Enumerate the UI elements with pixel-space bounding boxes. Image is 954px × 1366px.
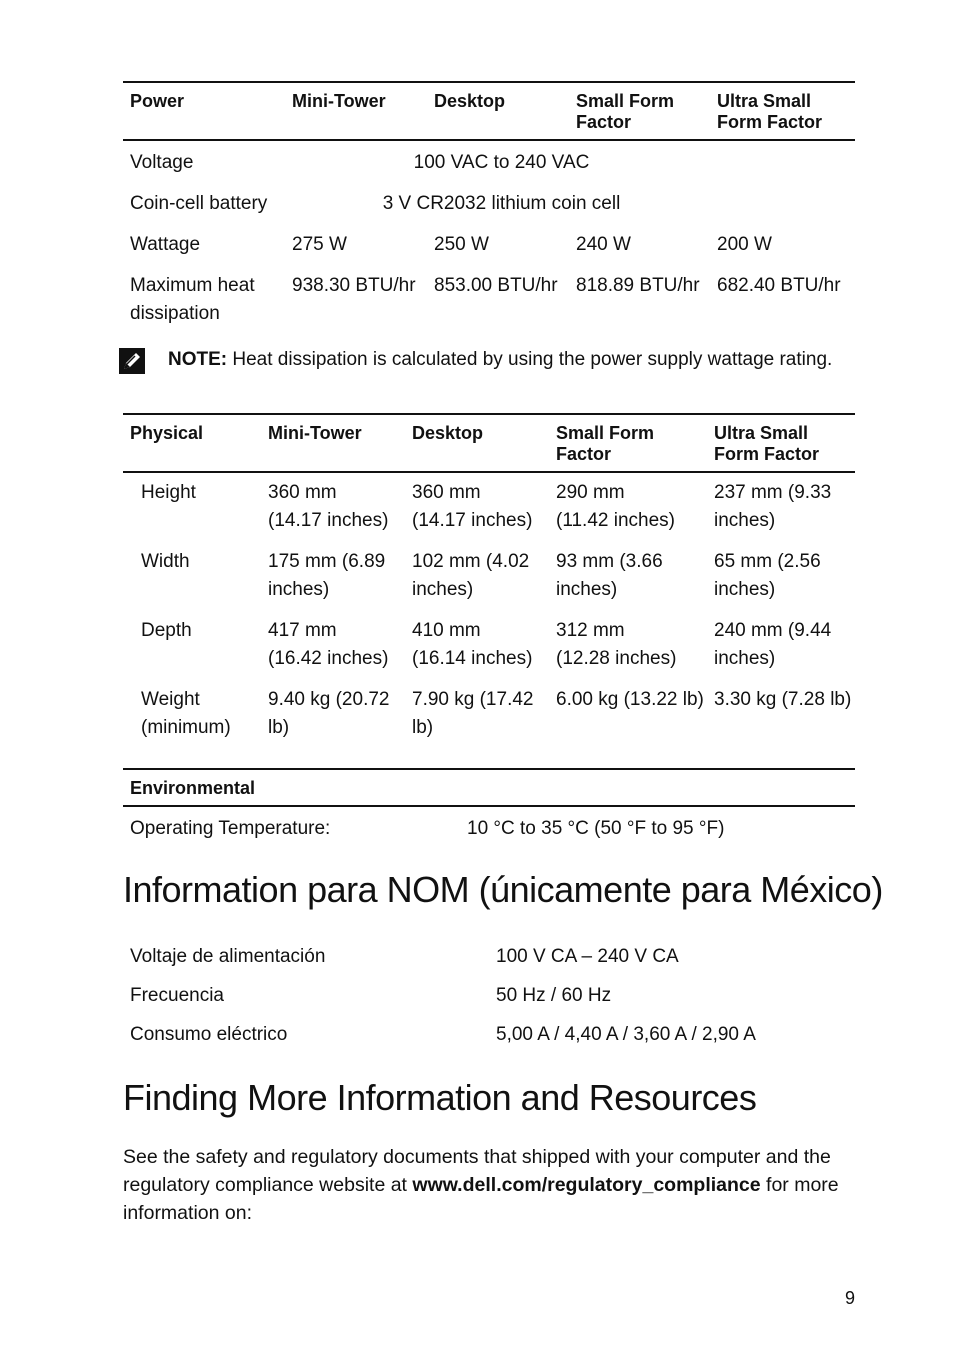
weight-desktop: 7.90 kg (17.42 lb) bbox=[412, 689, 534, 738]
nom-frequency-label: Frecuencia bbox=[130, 985, 224, 1006]
coin-cell-value: 3 V CR2032 lithium coin cell bbox=[382, 193, 621, 214]
operating-temp-label: Operating Temperature: bbox=[130, 818, 331, 839]
environmental-header-row bbox=[123, 769, 855, 806]
resources-heading: Finding More Information and Resources bbox=[123, 1077, 757, 1118]
physical-header-small-form: Small Form Factor bbox=[556, 423, 655, 464]
heat-small-form: 818.89 BTU/hr bbox=[576, 275, 700, 296]
width-desktop: 102 mm (4.02 inches) bbox=[412, 551, 530, 600]
width-mini-tower: 175 mm (6.89 inches) bbox=[268, 551, 386, 600]
height-mini-tower: 360 mm (14.17 inches) bbox=[268, 482, 389, 531]
physical-header-ultra-small: Ultra Small Form Factor bbox=[714, 423, 820, 464]
height-desktop: 360 mm (14.17 inches) bbox=[412, 482, 533, 531]
wattage-ultra-small: 200 W bbox=[717, 234, 772, 255]
depth-row bbox=[123, 604, 855, 673]
power-header-row bbox=[123, 82, 855, 140]
power-header-mini-tower: Mini-Tower bbox=[292, 91, 386, 111]
physical-table bbox=[123, 413, 855, 742]
heat-desktop: 853.00 BTU/hr bbox=[434, 275, 558, 296]
voltage-value: 100 VAC to 240 VAC bbox=[413, 152, 590, 173]
environmental-table bbox=[123, 768, 855, 843]
nom-row bbox=[123, 971, 855, 1010]
weight-label: Weight (minimum) bbox=[141, 689, 231, 738]
power-header-ultra-small: Ultra Small Form Factor bbox=[717, 91, 823, 132]
power-header-small-form: Small Form Factor bbox=[576, 91, 675, 132]
coin-cell-label: Coin-cell battery bbox=[130, 193, 268, 214]
width-label: Width bbox=[141, 551, 190, 572]
voltage-row bbox=[123, 140, 855, 177]
heat-label: Maximum heat dissipation bbox=[130, 275, 255, 324]
page-number: 9 bbox=[845, 1288, 856, 1308]
width-row bbox=[123, 535, 855, 604]
pencil-note-icon bbox=[118, 347, 146, 375]
operating-temp-value: 10 °C to 35 °C (50 °F to 95 °F) bbox=[467, 818, 725, 839]
physical-header-physical: Physical bbox=[130, 423, 204, 443]
nom-table bbox=[123, 943, 855, 1049]
width-small-form: 93 mm (3.66 inches) bbox=[556, 551, 663, 600]
depth-desktop: 410 mm (16.14 inches) bbox=[412, 620, 533, 669]
nom-consumption-label: Consumo eléctrico bbox=[130, 1024, 288, 1045]
depth-small-form: 312 mm (12.28 inches) bbox=[556, 620, 677, 669]
nom-voltage-value: 100 V CA – 240 V CA bbox=[496, 946, 679, 967]
wattage-small-form: 240 W bbox=[576, 234, 631, 255]
depth-mini-tower: 417 mm (16.42 inches) bbox=[268, 620, 389, 669]
heat-ultra-small: 682.40 BTU/hr bbox=[717, 275, 841, 296]
wattage-desktop: 250 W bbox=[434, 234, 489, 255]
heat-mini-tower: 938.30 BTU/hr bbox=[292, 275, 416, 296]
weight-ultra-small: 3.30 kg (7.28 lb) bbox=[714, 689, 852, 710]
coin-cell-row bbox=[123, 177, 855, 218]
wattage-row bbox=[123, 218, 855, 259]
power-header-power: Power bbox=[130, 91, 185, 111]
operating-temp-row bbox=[123, 806, 855, 843]
resources-paragraph bbox=[123, 1143, 855, 1227]
wattage-label: Wattage bbox=[130, 234, 201, 255]
nom-row bbox=[123, 1010, 855, 1049]
wattage-mini-tower: 275 W bbox=[292, 234, 347, 255]
physical-header-row bbox=[123, 414, 855, 472]
physical-header-desktop: Desktop bbox=[412, 423, 484, 443]
width-ultra-small: 65 mm (2.56 inches) bbox=[714, 551, 821, 600]
resources-text-before: See the safety and regulatory documents that shipped with your computer and the regulatory compliance website at bbox=[123, 1146, 831, 1196]
height-ultra-small: 237 mm (9.33 inches) bbox=[714, 482, 832, 531]
environmental-header: Environmental bbox=[130, 778, 256, 798]
height-small-form: 290 mm (11.42 inches) bbox=[556, 482, 675, 531]
heat-row bbox=[123, 259, 855, 328]
physical-header-mini-tower: Mini-Tower bbox=[268, 423, 362, 443]
weight-mini-tower: 9.40 kg (20.72 lb) bbox=[268, 689, 390, 738]
note-label: NOTE: bbox=[168, 349, 228, 370]
weight-row bbox=[123, 673, 855, 742]
resources-text-after: for more information on: bbox=[123, 1174, 839, 1224]
height-row bbox=[123, 472, 855, 535]
height-label: Height bbox=[141, 482, 196, 503]
power-header-desktop: Desktop bbox=[434, 91, 506, 111]
nom-row bbox=[123, 943, 855, 971]
depth-label: Depth bbox=[141, 620, 192, 641]
voltage-label: Voltage bbox=[130, 152, 194, 173]
note-body: Heat dissipation is calculated by using the power supply wattage rating. bbox=[232, 349, 833, 370]
note-text bbox=[168, 347, 832, 373]
nom-frequency-value: 50 Hz / 60 Hz bbox=[496, 985, 612, 1006]
regulatory-compliance-link[interactable]: www.dell.com/regulatory_compliance bbox=[412, 1174, 761, 1196]
weight-small-form: 6.00 kg (13.22 lb) bbox=[556, 689, 704, 710]
nom-consumption-value: 5,00 A / 4,40 A / 3,60 A / 2,90 A bbox=[496, 1024, 756, 1045]
nom-voltage-label: Voltaje de alimentación bbox=[130, 946, 326, 967]
power-table bbox=[123, 81, 855, 328]
nom-heading: Information para NOM (únicamente para México) bbox=[123, 869, 883, 910]
depth-ultra-small: 240 mm (9.44 inches) bbox=[714, 620, 832, 669]
